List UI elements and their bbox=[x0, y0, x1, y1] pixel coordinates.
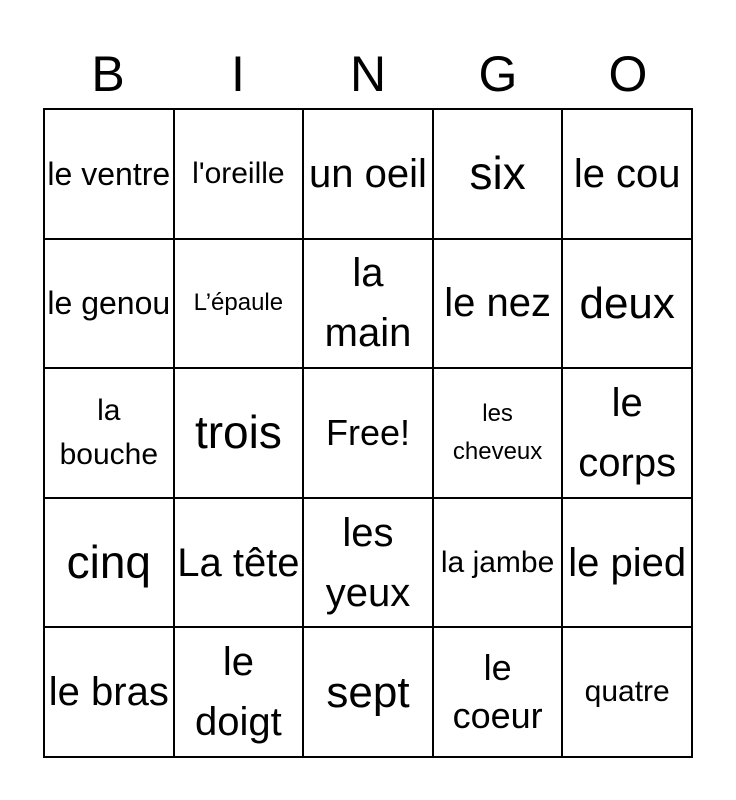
bingo-cell[interactable] bbox=[303, 498, 433, 628]
cell-label: le coeur bbox=[452, 646, 543, 737]
bingo-cell[interactable] bbox=[44, 498, 174, 628]
bingo-cell[interactable] bbox=[44, 368, 174, 498]
bingo-cell[interactable] bbox=[303, 239, 433, 369]
bingo-cell[interactable] bbox=[433, 109, 563, 239]
cell-label: le ventre bbox=[47, 155, 171, 192]
bingo-cell[interactable] bbox=[174, 498, 304, 628]
bingo-cell[interactable] bbox=[44, 627, 174, 757]
bingo-cell[interactable] bbox=[562, 368, 692, 498]
cell-label: un oeil bbox=[309, 151, 427, 196]
cell-label: la bouche bbox=[59, 394, 159, 471]
free-space-label: Free! bbox=[325, 411, 410, 453]
bingo-cell[interactable] bbox=[303, 109, 433, 239]
cell-label: le cou bbox=[573, 151, 681, 196]
bingo-cell[interactable] bbox=[562, 627, 692, 757]
bingo-cell[interactable] bbox=[433, 627, 563, 757]
header-letter-g: G bbox=[478, 46, 518, 102]
cell-label: le doigt bbox=[195, 640, 282, 745]
bingo-header bbox=[43, 40, 693, 108]
bingo-cell[interactable] bbox=[174, 368, 304, 498]
bingo-cell[interactable] bbox=[433, 498, 563, 628]
header-letter-b: B bbox=[91, 46, 125, 102]
header-letter-i: I bbox=[231, 46, 245, 102]
cell-label: le pied bbox=[568, 540, 687, 585]
cell-label: La tête bbox=[177, 540, 300, 585]
bingo-cell[interactable] bbox=[44, 239, 174, 369]
cell-label: les cheveux bbox=[452, 399, 543, 465]
cell-label: sept bbox=[326, 667, 410, 717]
bingo-cell[interactable] bbox=[562, 498, 692, 628]
cell-label: les yeux bbox=[325, 510, 411, 615]
header-letter-n: N bbox=[349, 46, 387, 102]
cell-label: cinq bbox=[66, 535, 151, 588]
bingo-cell[interactable] bbox=[174, 239, 304, 369]
bingo-cell[interactable] bbox=[562, 239, 692, 369]
bingo-cell[interactable] bbox=[303, 627, 433, 757]
cell-label: la main bbox=[324, 251, 412, 356]
bingo-grid bbox=[43, 108, 693, 758]
cell-label: le bras bbox=[48, 670, 169, 715]
cell-label: le nez bbox=[444, 281, 551, 326]
header-letter-o: O bbox=[608, 46, 648, 102]
cell-label: le corps bbox=[578, 380, 677, 485]
cell-label: deux bbox=[579, 278, 675, 328]
bingo-cell[interactable] bbox=[44, 109, 174, 239]
bingo-cell[interactable] bbox=[433, 239, 563, 369]
bingo-cell[interactable] bbox=[433, 368, 563, 498]
cell-label: L’épaule bbox=[193, 289, 284, 317]
cell-label: quatre bbox=[584, 675, 670, 709]
cell-label: trois bbox=[194, 406, 282, 459]
bingo-cell[interactable] bbox=[562, 109, 692, 239]
cell-label: l'oreille bbox=[192, 157, 285, 191]
bingo-cell-free[interactable] bbox=[303, 368, 433, 498]
bingo-cell[interactable] bbox=[174, 627, 304, 757]
cell-label: la jambe bbox=[440, 545, 555, 579]
bingo-cell[interactable] bbox=[174, 109, 304, 239]
cell-label: six bbox=[469, 147, 526, 200]
cell-label: le genou bbox=[47, 285, 171, 322]
